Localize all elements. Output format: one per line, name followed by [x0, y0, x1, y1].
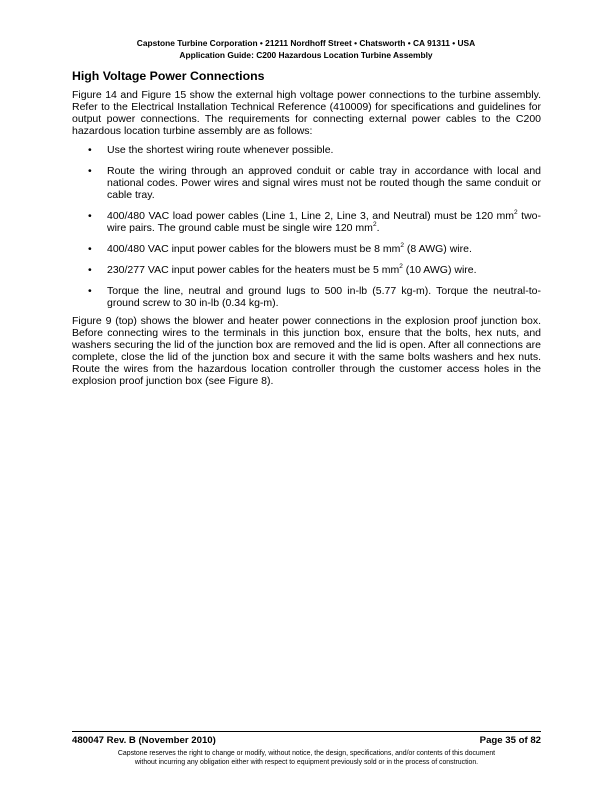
closing-paragraph: Figure 9 (top) shows the blower and heater power connections in the explosion proof junction box. Before connecting wires to the terminals in this junction box, ensure that the bolts, hex nuts, and washers securing the lid of the junction box are removed and the lid is open. After all connections are complete, close the lid of the junction box and secure it with the same bolts washers and hex nuts. Route the wires from the hazardous location controller through the customer access holes in the explosion proof junction box (see Figure 8).: [72, 315, 541, 387]
list-item: [72, 285, 541, 309]
list-item: [72, 210, 541, 234]
header-company-line: Capstone Turbine Corporation • 21211 Nordhoff Street • Chatsworth • CA 91311 • USA: [136, 38, 476, 48]
list-item-text: 400/480 VAC load power cables (Line 1, Line 2, Line 3, and Neutral) must be 120 $mm^2$ two-wire pairs. The ground cable must be single wire 120 $mm^2$.: [107, 209, 541, 234]
footer-divider: [72, 731, 541, 732]
bullet-icon: •: [88, 285, 92, 297]
list-item: [72, 264, 541, 276]
list-item-text: Route the wiring through an approved conduit or cable tray in accordance with local and national codes. Power wires and signal wires must not be routed though the same conduit or cable tray.: [107, 165, 541, 201]
list-item-text: Torque the line, neutral and ground lugs to 500 in-lb (5.77 kg-m). Torque the neutral-to-ground screw to 30 in-lb (0.34 kg-m).: [107, 285, 541, 309]
page-header: [70, 38, 542, 61]
disclaimer-line-1: Capstone reserves the right to change or modify, without notice, the design, specifications, and/or contents of this document: [117, 750, 496, 757]
intro-paragraph: Figure 14 and Figure 15 show the external high voltage power connections to the turbine assembly. Refer to the Electrical Installation Technical Reference (410009) for specifications and guidelines for output power connections. The requirements for connecting external power cables to the C200 hazardous location turbine assembly are as follows:: [72, 89, 541, 137]
list-item-text: 400/480 VAC input power cables for the blowers must be 8 $mm^2$ (8 AWG) wire.: [107, 242, 472, 255]
bullet-icon: •: [88, 165, 92, 177]
section-body: [72, 89, 541, 387]
document-revision: 480047 Rev. B (November 2010): [72, 735, 216, 746]
footer-disclaimer: [72, 749, 541, 767]
bullet-icon: •: [88, 144, 92, 156]
bullet-icon: •: [88, 210, 92, 222]
disclaimer-line-2: without incurring any obligation either with respect to equipment previously sold or in the process of construction.: [134, 759, 479, 766]
requirements-list: [72, 144, 541, 309]
list-item: [72, 144, 541, 156]
list-item: [72, 243, 541, 255]
list-item-text: 230/277 VAC input power cables for the heaters must be 5 $mm^2$ (10 AWG) wire.: [107, 263, 477, 276]
list-item-text: Use the shortest wiring route whenever possible.: [107, 144, 334, 156]
list-item: [72, 165, 541, 201]
bullet-icon: •: [88, 243, 92, 255]
bullet-icon: •: [88, 264, 92, 276]
page-number: Page 35 of 82: [479, 735, 541, 746]
section-heading: High Voltage Power Connections: [72, 69, 265, 83]
header-guide-line: Application Guide: C200 Hazardous Location Turbine Assembly: [179, 49, 433, 60]
